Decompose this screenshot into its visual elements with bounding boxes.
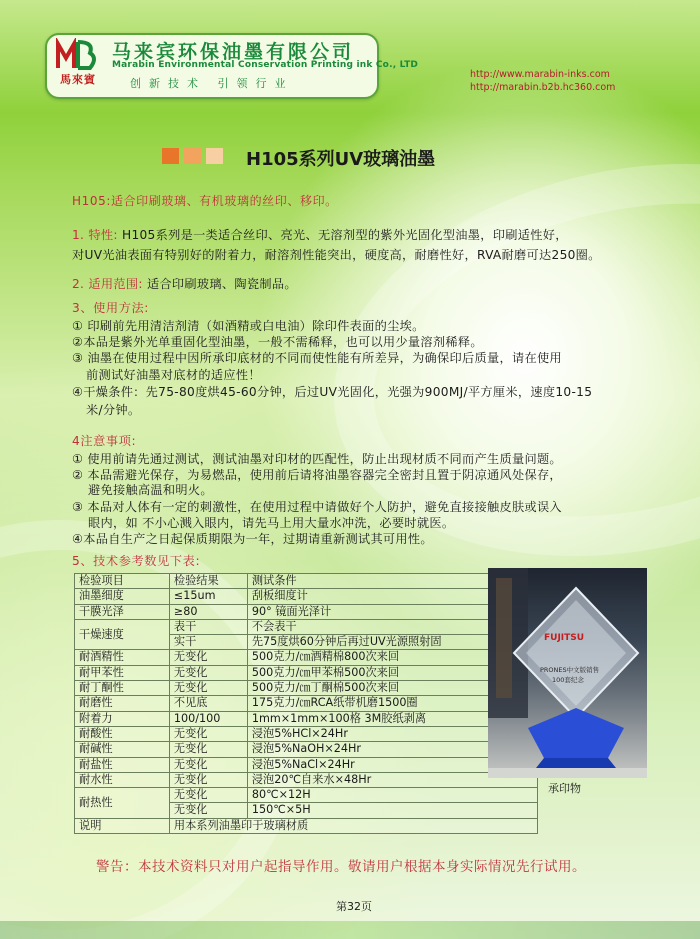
table-cell: 无变化 xyxy=(169,757,247,772)
table-cell: 150℃×5H xyxy=(247,803,537,818)
table-cell: 表干 xyxy=(169,619,247,634)
decor-square xyxy=(184,148,201,164)
warning-text: 警告：本技术资料只对用户起指导作用。敬请用户根据本身实际情况先行试用。 xyxy=(96,859,586,875)
section-4-line: ① 使用前请先通过测试，测试油墨对印材的匹配性，防止出现材质不同而产生质量问题。 xyxy=(72,452,562,466)
empty-cell xyxy=(537,803,628,818)
table-cell: 干燥速度 xyxy=(75,619,170,650)
table-cell: 无变化 xyxy=(169,788,247,803)
table-cell: 无变化 xyxy=(169,742,247,757)
section-2-heading: 2. 适用范围: xyxy=(72,277,143,291)
section-3-line: 米/分钟。 xyxy=(86,403,141,417)
table-cell: 500克力/㎝酒精棉800次来回 xyxy=(247,650,537,665)
table-cell: 不会表干 xyxy=(247,619,537,634)
crystal-trophy-image xyxy=(488,568,647,778)
table-cell: 实干 xyxy=(169,635,247,650)
decor-square xyxy=(162,148,179,164)
decor-square xyxy=(206,148,223,164)
section-3-heading: 3、使用方法: xyxy=(72,301,149,315)
empty-cell xyxy=(537,818,628,833)
page-title: H105系列UV玻璃油墨 xyxy=(246,149,436,170)
table-cell: 80℃×12H xyxy=(247,788,537,803)
table-cell: 说明 xyxy=(75,818,170,833)
b2b-link[interactable]: http://marabin.b2b.hc360.com xyxy=(470,82,616,93)
trophy-brand: FUJITSU xyxy=(544,633,585,643)
table-row xyxy=(75,818,629,833)
table-cell: 浸泡5%NaCl×24Hr xyxy=(247,757,537,772)
table-cell: 无变化 xyxy=(169,803,247,818)
table-header: 检验项目 xyxy=(75,574,170,589)
table-cell: 耐热性 xyxy=(75,788,170,819)
table-cell: 耐盐性 xyxy=(75,757,170,772)
section-3-line: ④干燥条件：先75-80度烘45-60分钟，后过UV光固化，光强为900MJ/平方厘米，速度10-15 xyxy=(72,385,593,399)
product-photo xyxy=(488,568,647,778)
table-cell: 浸泡20℃自来水×48Hr xyxy=(247,772,537,787)
section-2-text: 适合印刷玻璃、陶瓷制品。 xyxy=(146,277,297,291)
table-cell: 不见底 xyxy=(169,696,247,711)
section-4-line: ④本品自生产之日起保质期限为一年，过期请重新测试其可用性。 xyxy=(72,532,433,546)
table-cell: 刮板细度计 xyxy=(247,589,537,604)
product-subtitle: H105:适合印刷玻璃、有机玻璃的丝印、移印。 xyxy=(72,194,338,208)
table-cell: 用本系列油墨印于玻璃材质 xyxy=(169,818,537,833)
section-1-line: H105系列是一类适合丝印、亮光、无溶剂型的紫外光固化型油墨，印刷适性好， xyxy=(121,228,568,242)
section-1-heading: 1. 特性: xyxy=(72,228,118,242)
table-cell: 100/100 xyxy=(169,711,247,726)
table-cell: 干膜光泽 xyxy=(75,604,170,619)
section-4-line: ③ 本品对人体有一定的刺激性，在使用过程中请做好个人防护，避免直接接触皮肤或误入 xyxy=(72,500,562,514)
section-3-line: ① 印刷前先用清洁剂清（如酒精或白电油）除印件表面的尘埃。 xyxy=(72,319,425,333)
table-cell: 无变化 xyxy=(169,681,247,696)
table-cell: 耐磨性 xyxy=(75,696,170,711)
table-cell: 无变化 xyxy=(169,772,247,787)
table-cell: 无变化 xyxy=(169,726,247,741)
table-cell: 耐碱性 xyxy=(75,742,170,757)
table-cell: ≥80 xyxy=(169,604,247,619)
logo-text: 馬來賓 xyxy=(60,73,96,86)
company-slogan: 创新技术 引领行业 xyxy=(130,77,294,90)
section-2 xyxy=(72,275,297,292)
trophy-engraving: PRONES中文版销售 xyxy=(540,666,600,674)
company-name-en: Marabin Environmental Conservation Printing ink Co., LTD xyxy=(112,60,419,70)
table-cell: ≤15um xyxy=(169,589,247,604)
table-cell: 耐酒精性 xyxy=(75,650,170,665)
section-3-line: ②本品是紫外光单重固化型油墨，一般不需稀释，也可以用少量溶剂稀释。 xyxy=(72,335,483,349)
section-1-line: 对UV光油表面有特别好的附着力，耐溶剂性能突出，硬度高，耐磨性好，RVA耐磨可达250圈。 xyxy=(72,248,601,262)
table-cell: 耐水性 xyxy=(75,772,170,787)
table-cell: 耐酸性 xyxy=(75,726,170,741)
photo-caption: 承印物 xyxy=(548,782,581,795)
section-3-line: 前测试好油墨对底材的适应性！ xyxy=(86,368,261,382)
bottom-bar xyxy=(0,921,700,939)
website-link[interactable]: http://www.marabin-inks.com xyxy=(470,69,610,80)
section-5-heading: 5、技术参考数见下表: xyxy=(72,554,201,568)
section-1 xyxy=(72,226,568,243)
company-logo xyxy=(52,38,104,90)
table-cell: 90° 镜面光泽计 xyxy=(247,604,537,619)
company-name-cn: 马来宾环保油墨有限公司 xyxy=(112,41,355,63)
section-4-line: ② 本品需避光保存，为易燃品，使用前后请将油墨容器完全密封且置于阴凉通风处保存， xyxy=(72,468,562,482)
table-header: 测试条件 xyxy=(247,574,537,589)
section-4-heading: 4注意事项: xyxy=(72,434,137,448)
table-cell: 附着力 xyxy=(75,711,170,726)
table-cell: 耐甲苯性 xyxy=(75,665,170,680)
logo-icon xyxy=(56,38,100,70)
table-cell: 500克力/㎝甲苯棉500次来回 xyxy=(247,665,537,680)
table-cell: 浸泡5%NaOH×24Hr xyxy=(247,742,537,757)
table-cell: 浸泡5%HCl×24Hr xyxy=(247,726,537,741)
section-4-line: 避免接触高温和明火。 xyxy=(88,483,213,497)
table-cell: 无变化 xyxy=(169,665,247,680)
table-cell: 1mm×1mm×100格 3M胶纸剥离 xyxy=(247,711,537,726)
page-number: 第32页 xyxy=(336,900,372,913)
trophy-engraving: 100套纪念 xyxy=(552,676,584,684)
table-header: 检验结果 xyxy=(169,574,247,589)
table-cell: 无变化 xyxy=(169,650,247,665)
table-cell: 500克力/㎝丁酮棉500次来回 xyxy=(247,681,537,696)
section-4-line: 眼内，如 不小心溅入眼内，请先马上用大量水冲洗，必要时就医。 xyxy=(88,516,455,530)
section-3-line: ③ 油墨在使用过程中因所承印底材的不同而使性能有所差异，为确保印后质量，请在使用 xyxy=(72,351,562,365)
table-cell: 耐丁酮性 xyxy=(75,681,170,696)
table-cell: 175克力/㎝RCA纸带机磨1500圈 xyxy=(247,696,537,711)
table-cell: 先75度烘60分钟后再过UV光源照射固 xyxy=(247,635,537,650)
table-cell: 油墨细度 xyxy=(75,589,170,604)
